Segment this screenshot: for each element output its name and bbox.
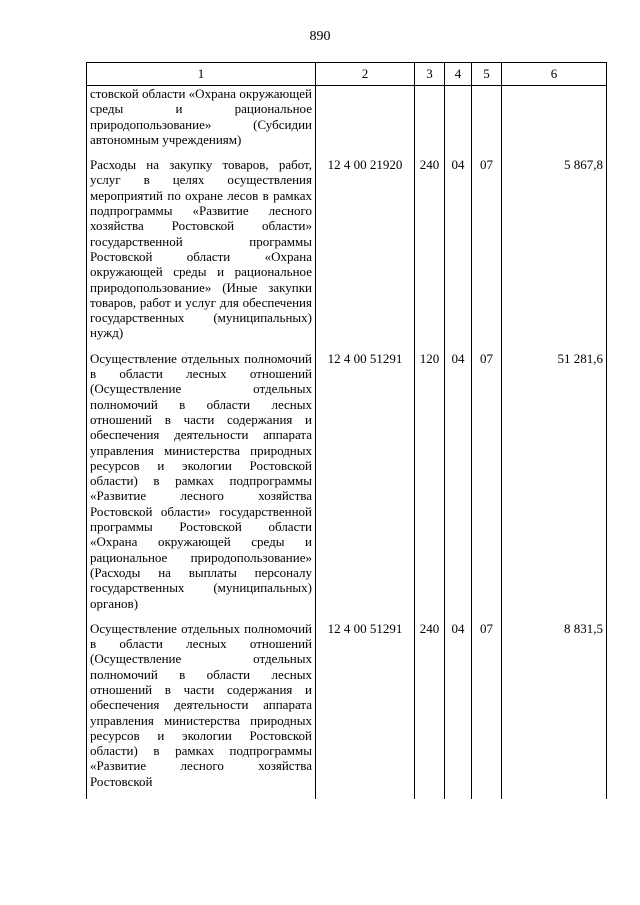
table-row	[87, 621, 607, 799]
row-subsection: 07	[472, 157, 502, 351]
row-amount: 51 281,6	[502, 351, 607, 621]
row-amount	[502, 86, 607, 158]
row-description: Расходы на закупку товаров, работ, услуг в целях осуществления мероприятий по охране лесов в рамках подпрограммы «Развитие лесного хозяйства Ростовской области» государственной программы Ростовской области «Охрана окружающей среды и рациональное природопользование» (Иные закупки товаров, работ и услуг для обеспечения государственных (муниципальных) нужд)	[87, 157, 316, 351]
row-description: стовской области «Охрана окружающей среды и рациональное природопользование» (Субсидии автономным учреждениям)	[87, 86, 316, 158]
column-header-6: 6	[502, 63, 607, 86]
row-target-code: 12 4 00 21920	[316, 157, 415, 351]
column-header-2: 2	[316, 63, 415, 86]
row-expense-type: 240	[415, 621, 445, 799]
row-amount: 5 867,8	[502, 157, 607, 351]
table-row	[87, 157, 607, 351]
table-header-row	[87, 63, 607, 86]
row-section: 04	[445, 621, 472, 799]
row-subsection: 07	[472, 621, 502, 799]
row-subsection	[472, 86, 502, 158]
row-expense-type: 120	[415, 351, 445, 621]
row-target-code: 12 4 00 51291	[316, 621, 415, 799]
row-target-code: 12 4 00 51291	[316, 351, 415, 621]
column-header-4: 4	[445, 63, 472, 86]
row-description: Осуществление отдельных полномочий в области лесных отношений (Осуществление отдельных полномочий в области лесных отношений в части содержания и обеспечения деятельности аппарата управления министерства природных ресурсов и экологии Ростовской области) в рамках подпрограммы «Развитие лесного хозяйства Ростовской	[87, 621, 316, 799]
row-target-code	[316, 86, 415, 158]
column-header-5: 5	[472, 63, 502, 86]
column-header-1: 1	[87, 63, 316, 86]
row-section: 04	[445, 351, 472, 621]
row-subsection: 07	[472, 351, 502, 621]
table-row	[87, 351, 607, 621]
column-header-3: 3	[415, 63, 445, 86]
row-section: 04	[445, 157, 472, 351]
page-number: 890	[309, 29, 331, 44]
row-description: Осуществление отдельных полномочий в области лесных отношений (Осуществление отдельных полномочий в области лесных отношений в части содержания и обеспечения деятельности аппарата управления министерства природных ресурсов и экологии Ростовской области) в рамках подпрограммы «Развитие лесного хозяйства Ростовской области» государственной программы Ростовской области «Охрана окружающей среды и рациональное природопользование» (Расходы на выплаты персоналу государственных (муниципальных) органов)	[87, 351, 316, 621]
row-section	[445, 86, 472, 158]
budget-table	[86, 62, 607, 799]
row-expense-type	[415, 86, 445, 158]
row-expense-type: 240	[415, 157, 445, 351]
row-amount: 8 831,5	[502, 621, 607, 799]
table-row	[87, 86, 607, 158]
